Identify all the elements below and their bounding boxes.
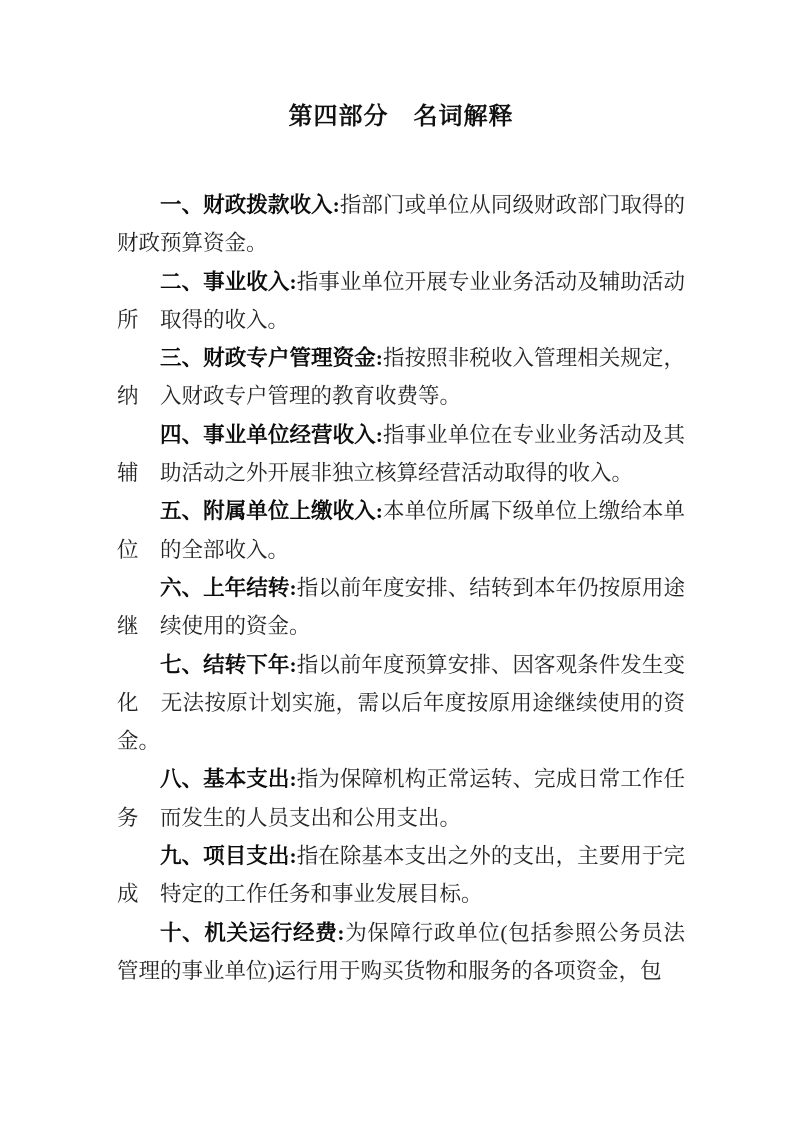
- term-label: 四、事业单位经营收入:: [160, 422, 383, 447]
- term-label: 一、财政拨款收入:: [160, 193, 340, 217]
- definition-paragraph-9: [117, 837, 685, 914]
- term-label: 九、项目支出:: [160, 844, 297, 869]
- definition-paragraph-3: [117, 339, 685, 416]
- term-label: 七、结转下年:: [160, 652, 297, 677]
- definition-text: 指事业单位在专业业务活动及其辅 助活动之外开展非独立核算经营活动取得的收入。: [117, 422, 685, 486]
- definition-paragraph-8: [117, 760, 685, 837]
- term-label: 三、财政专户管理资金:: [160, 346, 383, 371]
- definition-text: 指事业单位开展专业业务活动及辅助活动所 取得的收入。: [117, 269, 685, 332]
- definition-text: 指为保障机构正常运转、完成日常工作任务 而发生的人员支出和公用支出。: [117, 767, 685, 830]
- definition-text: 指部门或单位从同级财政部门取得的 财政预算资金。: [117, 193, 707, 256]
- term-label: 五、附属单位上缴收入:: [160, 499, 383, 524]
- page-title: 第四部分 名词解释: [288, 104, 514, 130]
- term-label: 六、上年结转:: [160, 575, 297, 600]
- definition-text: 指在除基本支出之外的支出，主要用于完成 特定的工作任务和事业发展目标。: [117, 844, 685, 907]
- definition-paragraph-1: [117, 186, 707, 263]
- definition-paragraph-2: [117, 263, 685, 340]
- term-label: 十、机关运行经费:: [160, 920, 345, 945]
- definition-paragraph-4: [117, 416, 685, 493]
- document-body: [117, 186, 707, 990]
- term-label: 二、事业收入:: [160, 269, 297, 294]
- term-label: 八、基本支出:: [160, 767, 297, 792]
- definition-text: 为保障行政单位(包括参照公务员法管理的事业单位)运行用于购买货物和服务的各项资金，包: [117, 920, 685, 983]
- definition-text: 指按照非税收入管理相关规定，纳 入财政专户管理的教育收费等。: [117, 346, 685, 409]
- definition-text: 指以前年度安排、结转到本年仍按原用途继 续使用的资金。: [117, 575, 685, 639]
- definition-paragraph-6: [117, 569, 685, 646]
- definition-text: 指以前年度预算安排、因客观条件发生变化 无法按原计划实施，需以后年度按原用途继续使用的资金。: [117, 652, 685, 754]
- definition-text: 本单位所属下级单位上缴给本单位 的全部收入。: [117, 499, 685, 562]
- definition-paragraph-5: [117, 492, 685, 569]
- definition-paragraph-7: [117, 646, 685, 761]
- definition-paragraph-10: [117, 914, 685, 991]
